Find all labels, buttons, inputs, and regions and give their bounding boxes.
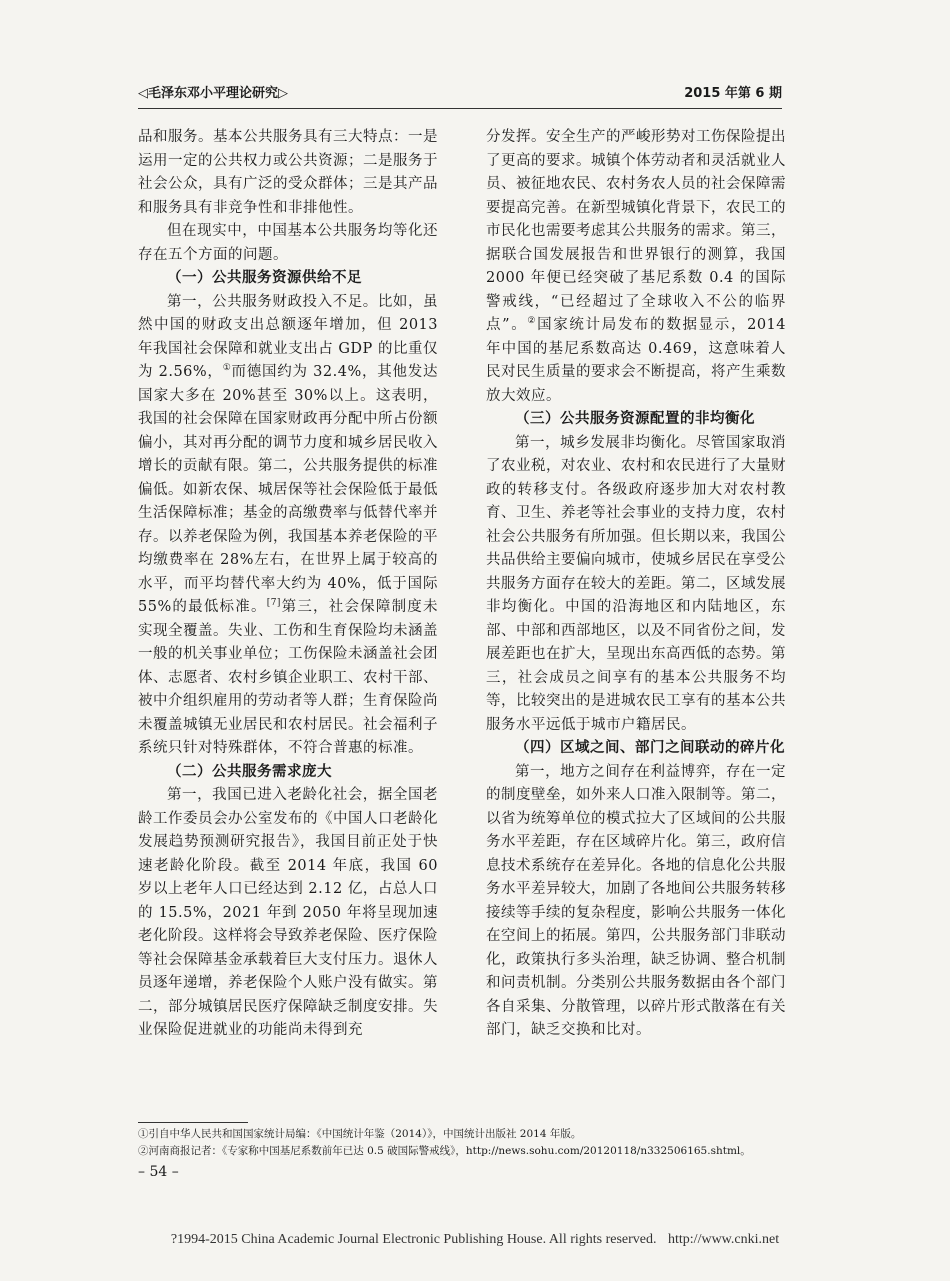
right-column (486, 126, 786, 1043)
paragraph: 第一，我国已进入老龄化社会，据全国老龄工作委员会办公室发布的《中国人口老龄化发展趋势预测研究报告》，我国目前正处于快速老龄化阶段。截至 2014 年底，我国 60 岁以上老年人口已经达到 2.12 亿，占总人口的 15.5%，2021 年到 2050 年将呈现加速老化阶段。这样将会导致养老保险、医疗保险等社会保障基金承载着巨大支付压力。退休人员逐年递增，养老保险个人账户没有做实。第二，部分城镇居民医疗保障缺乏制度安排。失业保险促进就业的功能尚未得到充 (138, 787, 438, 1038)
header-rule (138, 108, 782, 109)
section-heading-1: （一）公共服务资源供给不足 (167, 270, 362, 286)
paragraph: 第一，公共服务财政投入不足。比如，虽然中国的财政支出总额逐年增加，但 2013 年我国社会保障和就业支出占 GDP 的比重仅为 2.56%，①而德国约为 32.4%，其他发达国家大多在 20%甚至 30%以上。这表明，我国的社会保障在国家财政再分配中所占份额偏小，其对再分配的调节力度和城乡居民收入增长的贡献有限。第二，公共服务提供的标准偏低。如新农保、城居保等社会保险低于最低生活保障标准；基金的高缴费率与低替代率并存。以养老保险为例，我国基本养老保险的平均缴费率在 28%左右，在世界上属于较高的水平，而平均替代率大约为 40%，低于国际 55%的最低标准。[7]第三，社会保障制度未实现全覆盖。失业、工伤和生育保险均未涵盖一般的机关事业单位；工伤保险未涵盖社会团体、志愿者、农村乡镇企业职工、农村干部、被中介组织雇用的劳动者等人群；生育保险尚未覆盖城镇无业居民和农村居民。社会福利子系统只针对特殊群体，不符合普惠的标准。 (138, 293, 439, 756)
journal-title: ◁毛泽东邓小平理论研究▷ (138, 86, 288, 101)
footnote-1: ①引自中华人民共和国国家统计局编：《中国统计年鉴（2014）》，中国统计出版社 2014 年版。 (138, 1128, 582, 1140)
section-heading-4: （四）区域之间、部门之间联动的碎片化 (515, 740, 785, 756)
footnote-rule (138, 1122, 248, 1123)
page-number: – 54 – (138, 1164, 179, 1180)
paragraph: 但在现实中，中国基本公共服务均等化还存在五个方面的问题。 (138, 223, 438, 263)
running-header (138, 82, 782, 104)
copyright-text: ?1994-2015 China Academic Journal Electronic Publishing House. All rights reserved. (170, 1232, 657, 1247)
footnote-ref[interactable]: ② (527, 316, 538, 327)
paragraph: 分发挥。安全生产的严峻形势对工伤保险提出了更高的要求。城镇个体劳动者和灵活就业人员、被征地农民、农村务农人员的社会保障需要提高完善。在新型城镇化背景下，农民工的市民化也需要考虑其公共服务的需求。第三，据联合国发展报告和世界银行的测算，我国 2000 年便已经突破了基尼系数 0.4 的国际警戒线，“已经超过了全球收入不公的临界点”。②国家统计局发布的数据显示，2014 年中国的基尼系数高达 0.469，这意味着人民对民生质量的要求会不断提高，将产生乘数放大效应。 (486, 129, 786, 404)
footnote-ref[interactable]: ① (222, 363, 232, 374)
copyright-line (0, 1232, 950, 1248)
section-heading-2: （二）公共服务需求庞大 (167, 763, 332, 780)
issue-label: 2015 年第 6 期 (684, 86, 782, 101)
paragraph: 第一，城乡发展非均衡化。尽管国家取消了农业税，对农业、农村和农民进行了大量财政的转移支付。各级政府逐步加大对农村教育、卫生、养老等社会事业的支持力度，农村社会公共服务有所加强。但长期以来，我国公共品供给主要偏向城市，使城乡居民在享受公共服务方面存在较大的差距。第二，区域发展非均衡化。中国的沿海地区和内陆地区，东部、中部和西部地区，以及不同省份之间，发展差距也在扩大，呈现出东高西低的态势。第三，社会成员之间享有的基本公共服务不均等，比较突出的是进城农民工享有的基本公共服务水平远低于城市户籍居民。 (486, 434, 786, 733)
section-heading-3: （三）公共服务资源配置的非均衡化 (515, 411, 755, 427)
paragraph: 第一，地方之间存在利益博弈，存在一定的制度壁垒，如外来人口准入限制等。第二，以省为统筹单位的模式拉大了区域间的公共服务水平差距，存在区域碎片化。第三，政府信息技术系统存在差异化。各地的信息化公共服务水平差异较大，加剧了各地间公共服务转移接续等手续的复杂程度，影响公共服务一体化在空间上的拓展。第四，公共服务部门非联动化，政策执行多头治理，缺乏协调、整合机制和问责机制。分类别公共服务数据由各个部门各自采集、分散管理，以碎片形式散落在有关部门，缺乏交换和比对。 (486, 763, 786, 1038)
cnki-link[interactable]: http://www.cnki.net (668, 1232, 780, 1247)
footnote-2: ②河南商报记者：《专家称中国基尼系数前年已达 0.5 破国际警戒线》，http://news.sohu.com/20120118/n332506165.shtml。 (138, 1145, 751, 1157)
footnotes (138, 1126, 782, 1160)
citation-ref[interactable]: [7] (266, 598, 281, 609)
paragraph: 品和服务。基本公共服务具有三大特点：一是运用一定的公共权力或公共资源；二是服务于社会公众，具有广泛的受众群体；三是其产品和服务具有非竞争性和非排他性。 (138, 129, 438, 216)
left-column (138, 126, 438, 1043)
